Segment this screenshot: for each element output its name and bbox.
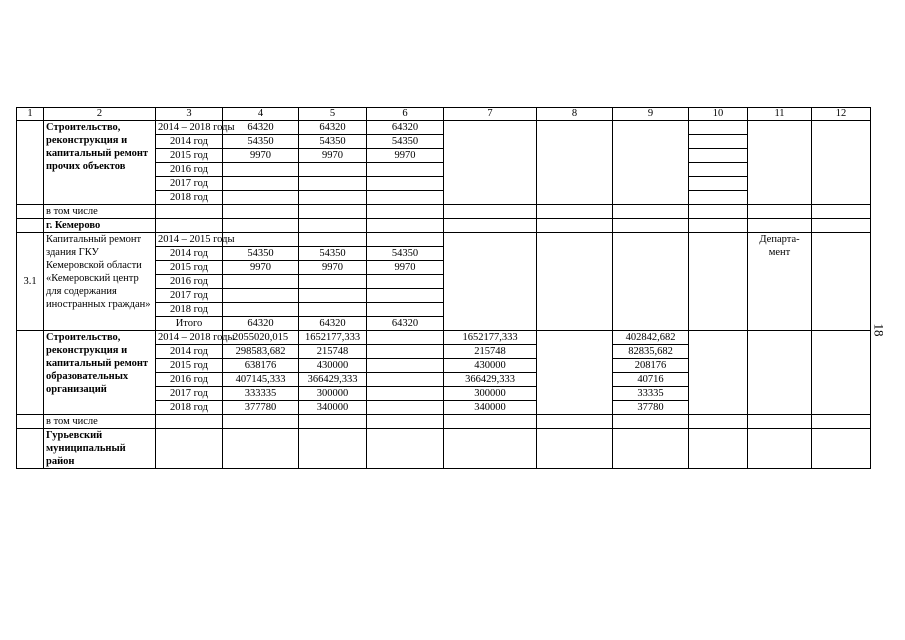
value-cell bbox=[689, 135, 748, 149]
empty-cell bbox=[537, 205, 613, 219]
empty-cell bbox=[223, 415, 299, 429]
empty-cell bbox=[613, 219, 689, 233]
value-cell: 54350 bbox=[299, 135, 367, 149]
value-cell bbox=[367, 163, 444, 177]
value-cell: 298583,682 bbox=[223, 345, 299, 359]
value-cell bbox=[689, 177, 748, 191]
value-cell bbox=[223, 177, 299, 191]
empty-cell bbox=[156, 205, 223, 219]
empty-cell bbox=[812, 415, 871, 429]
empty-cell bbox=[156, 429, 223, 469]
header-cell: 8 bbox=[537, 108, 613, 121]
value-cell: 9970 bbox=[367, 261, 444, 275]
year-cell: 2014 год bbox=[156, 247, 223, 261]
value-cell bbox=[367, 387, 444, 401]
empty-cell bbox=[537, 415, 613, 429]
header-cell: 2 bbox=[44, 108, 156, 121]
value-cell: 638176 bbox=[223, 359, 299, 373]
section-name: Строительство, реконструкция и капитальный ремонт образовательных организаций bbox=[44, 331, 156, 415]
value-cell bbox=[689, 331, 748, 415]
empty-cell bbox=[444, 429, 537, 469]
value-cell bbox=[367, 373, 444, 387]
empty-cell bbox=[689, 205, 748, 219]
value-cell: 1652177,333 bbox=[299, 331, 367, 345]
year-cell: 2015 год bbox=[156, 359, 223, 373]
year-cell: 2014 – 2018 годы bbox=[156, 331, 223, 345]
value-cell: 340000 bbox=[444, 401, 537, 415]
value-cell: 208176 bbox=[613, 359, 689, 373]
num-cell: 3.1 bbox=[17, 233, 44, 331]
city-heading: г. Кемерово bbox=[44, 219, 156, 233]
empty-cell bbox=[367, 205, 444, 219]
year-cell: 2014 год bbox=[156, 135, 223, 149]
value-cell: 9970 bbox=[299, 261, 367, 275]
empty-cell bbox=[537, 429, 613, 469]
value-cell bbox=[223, 275, 299, 289]
value-cell: 40716 bbox=[613, 373, 689, 387]
value-cell bbox=[537, 121, 613, 205]
year-cell: 2016 год bbox=[156, 275, 223, 289]
value-cell: 64320 bbox=[299, 121, 367, 135]
value-cell bbox=[367, 191, 444, 205]
header-cell: 3 bbox=[156, 108, 223, 121]
year-cell: 2018 год bbox=[156, 191, 223, 205]
value-cell bbox=[299, 177, 367, 191]
empty-cell bbox=[299, 219, 367, 233]
empty-cell bbox=[299, 205, 367, 219]
value-cell: 407145,333 bbox=[223, 373, 299, 387]
value-cell bbox=[812, 233, 871, 331]
value-cell bbox=[299, 289, 367, 303]
value-cell: 366429,333 bbox=[299, 373, 367, 387]
num-cell bbox=[17, 415, 44, 429]
empty-cell bbox=[748, 219, 812, 233]
empty-cell bbox=[689, 219, 748, 233]
year-cell: 2014 – 2015 годы bbox=[156, 233, 223, 247]
value-cell bbox=[444, 233, 537, 331]
empty-cell bbox=[156, 219, 223, 233]
table-row bbox=[17, 331, 871, 345]
empty-cell bbox=[812, 205, 871, 219]
section-name: Строительство, реконструкция и капитальный ремонт прочих объектов bbox=[44, 121, 156, 205]
value-cell: 54350 bbox=[367, 135, 444, 149]
value-cell: 9970 bbox=[299, 149, 367, 163]
value-cell bbox=[812, 121, 871, 205]
value-cell bbox=[367, 401, 444, 415]
value-cell bbox=[367, 303, 444, 317]
header-cell: 10 bbox=[689, 108, 748, 121]
empty-cell bbox=[367, 219, 444, 233]
value-cell: 300000 bbox=[444, 387, 537, 401]
value-cell bbox=[367, 275, 444, 289]
value-cell: 430000 bbox=[444, 359, 537, 373]
year-cell: 2017 год bbox=[156, 289, 223, 303]
year-cell: 2015 год bbox=[156, 261, 223, 275]
value-cell bbox=[367, 331, 444, 345]
value-cell bbox=[613, 121, 689, 205]
empty-cell bbox=[748, 429, 812, 469]
header-row bbox=[17, 108, 871, 121]
value-cell bbox=[223, 289, 299, 303]
empty-cell bbox=[444, 205, 537, 219]
budget-table bbox=[16, 107, 871, 469]
value-cell: 1652177,333 bbox=[444, 331, 537, 345]
value-cell bbox=[444, 121, 537, 205]
value-cell bbox=[299, 303, 367, 317]
including-label: в том числе bbox=[44, 415, 156, 429]
value-cell: 37780 bbox=[613, 401, 689, 415]
header-cell: 1 bbox=[17, 108, 44, 121]
value-cell: 64320 bbox=[299, 317, 367, 331]
header-cell: 5 bbox=[299, 108, 367, 121]
value-cell: 215748 bbox=[444, 345, 537, 359]
num-cell bbox=[17, 331, 44, 415]
num-cell bbox=[17, 429, 44, 469]
value-cell bbox=[299, 163, 367, 177]
year-cell: 2014 – 2018 годы bbox=[156, 121, 223, 135]
value-cell: 9970 bbox=[223, 149, 299, 163]
empty-cell bbox=[367, 429, 444, 469]
value-cell bbox=[748, 331, 812, 415]
value-cell bbox=[689, 233, 748, 331]
empty-cell bbox=[613, 415, 689, 429]
value-cell bbox=[299, 191, 367, 205]
item-name: Капитальный ремонт здания ГКУ Кемеровской области «Кемеровский центр для содержания иностранных граждан» bbox=[44, 233, 156, 331]
value-cell bbox=[537, 233, 613, 331]
value-cell: 9970 bbox=[367, 149, 444, 163]
year-cell: 2018 год bbox=[156, 401, 223, 415]
year-cell: 2015 год bbox=[156, 149, 223, 163]
empty-cell bbox=[156, 415, 223, 429]
page-number: 18 bbox=[871, 323, 887, 337]
empty-cell bbox=[812, 429, 871, 469]
value-cell: 300000 bbox=[299, 387, 367, 401]
header-cell: 6 bbox=[367, 108, 444, 121]
num-cell bbox=[17, 205, 44, 219]
empty-cell bbox=[444, 415, 537, 429]
value-cell bbox=[223, 191, 299, 205]
value-cell bbox=[613, 233, 689, 331]
empty-cell bbox=[367, 415, 444, 429]
value-cell: 64320 bbox=[367, 317, 444, 331]
total-label: Итого bbox=[156, 317, 223, 331]
empty-cell bbox=[299, 429, 367, 469]
value-cell: 215748 bbox=[299, 345, 367, 359]
empty-cell bbox=[812, 219, 871, 233]
value-cell: 54350 bbox=[367, 247, 444, 261]
value-cell: 2055020,015 bbox=[223, 331, 299, 345]
value-cell bbox=[367, 289, 444, 303]
value-cell: 377780 bbox=[223, 401, 299, 415]
value-cell: 64320 bbox=[223, 317, 299, 331]
value-cell: 366429,333 bbox=[444, 373, 537, 387]
year-cell: 2016 год bbox=[156, 163, 223, 177]
empty-cell bbox=[613, 205, 689, 219]
value-cell bbox=[367, 233, 444, 247]
table-row bbox=[17, 233, 871, 247]
value-cell bbox=[748, 121, 812, 205]
empty-cell bbox=[537, 219, 613, 233]
value-cell: 54350 bbox=[223, 135, 299, 149]
table-row bbox=[17, 219, 871, 233]
empty-cell bbox=[223, 219, 299, 233]
year-cell: 2014 год bbox=[156, 345, 223, 359]
empty-cell bbox=[748, 415, 812, 429]
empty-cell bbox=[299, 415, 367, 429]
value-cell bbox=[689, 163, 748, 177]
year-cell: 2017 год bbox=[156, 177, 223, 191]
table-row bbox=[17, 121, 871, 135]
value-cell: 64320 bbox=[223, 121, 299, 135]
value-cell: 333335 bbox=[223, 387, 299, 401]
value-cell bbox=[367, 359, 444, 373]
table-row bbox=[17, 205, 871, 219]
empty-cell bbox=[689, 429, 748, 469]
empty-cell bbox=[223, 429, 299, 469]
value-cell bbox=[367, 345, 444, 359]
year-cell: 2017 год bbox=[156, 387, 223, 401]
num-cell bbox=[17, 219, 44, 233]
value-cell: 430000 bbox=[299, 359, 367, 373]
empty-cell bbox=[613, 429, 689, 469]
empty-cell bbox=[689, 415, 748, 429]
value-cell bbox=[537, 331, 613, 415]
department-cell: Департа-мент bbox=[748, 233, 812, 331]
value-cell bbox=[223, 163, 299, 177]
header-cell: 11 bbox=[748, 108, 812, 121]
header-cell: 9 bbox=[613, 108, 689, 121]
header-cell: 4 bbox=[223, 108, 299, 121]
header-cell: 7 bbox=[444, 108, 537, 121]
value-cell bbox=[223, 303, 299, 317]
value-cell bbox=[812, 331, 871, 415]
value-cell bbox=[299, 275, 367, 289]
including-label: в том числе bbox=[44, 205, 156, 219]
district-heading: Гурьевский муниципальный район bbox=[44, 429, 156, 469]
value-cell: 64320 bbox=[367, 121, 444, 135]
empty-cell bbox=[223, 205, 299, 219]
value-cell bbox=[689, 149, 748, 163]
num-cell bbox=[17, 121, 44, 205]
value-cell: 340000 bbox=[299, 401, 367, 415]
value-cell: 54350 bbox=[299, 247, 367, 261]
value-cell bbox=[367, 177, 444, 191]
empty-cell bbox=[444, 219, 537, 233]
year-cell: 2018 год bbox=[156, 303, 223, 317]
year-cell: 2016 год bbox=[156, 373, 223, 387]
value-cell bbox=[299, 233, 367, 247]
value-cell: 9970 bbox=[223, 261, 299, 275]
value-cell: 402842,682 bbox=[613, 331, 689, 345]
header-cell: 12 bbox=[812, 108, 871, 121]
value-cell: 33335 bbox=[613, 387, 689, 401]
value-cell bbox=[689, 121, 748, 135]
value-cell: 54350 bbox=[223, 247, 299, 261]
value-cell bbox=[689, 191, 748, 205]
table-row bbox=[17, 429, 871, 469]
empty-cell bbox=[748, 205, 812, 219]
value-cell: 82835,682 bbox=[613, 345, 689, 359]
table-row bbox=[17, 415, 871, 429]
